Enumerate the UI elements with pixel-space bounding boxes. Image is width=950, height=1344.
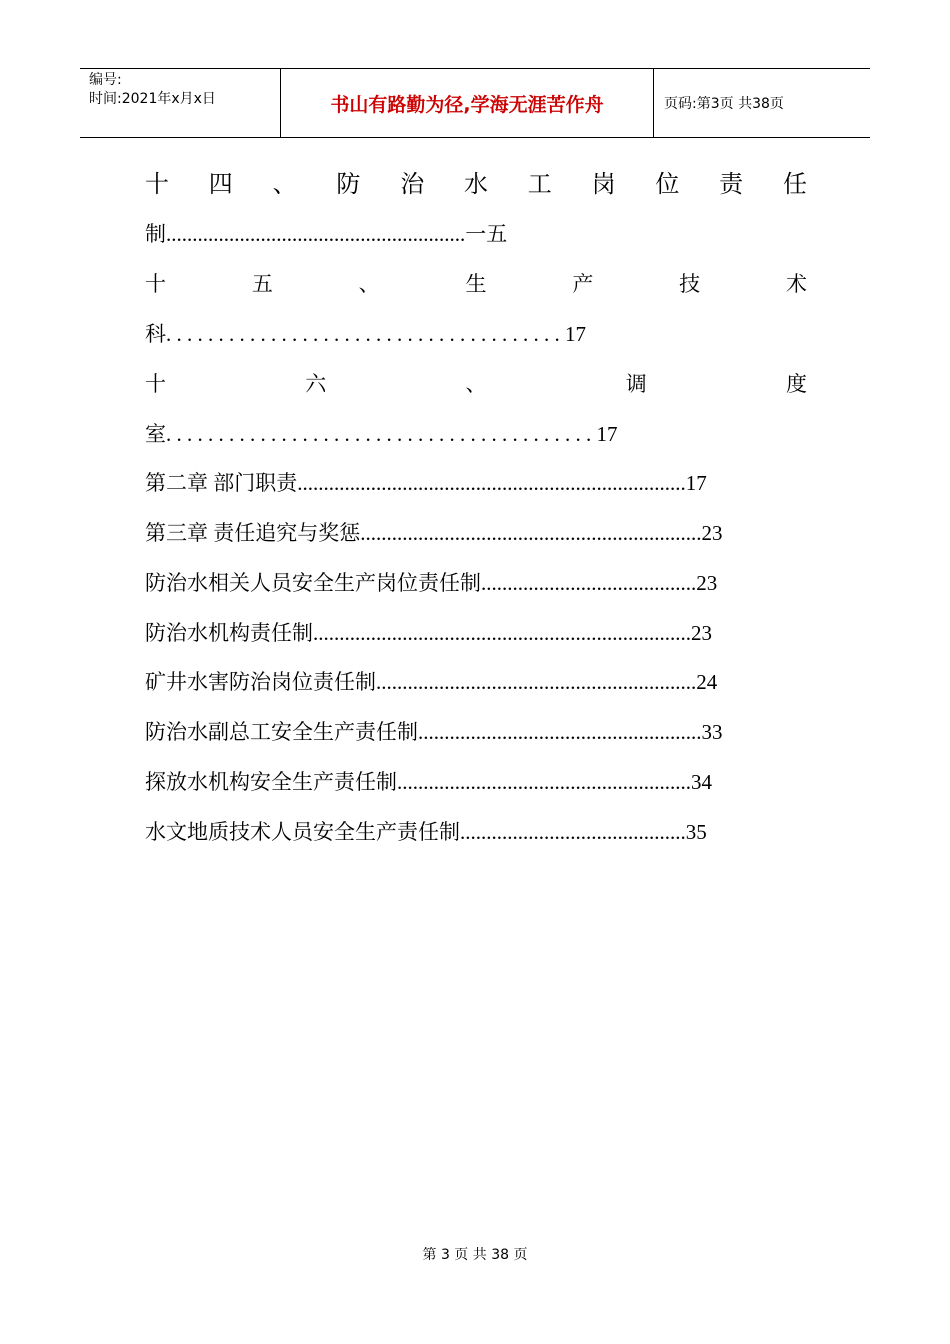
date-label: 时间:2021年x月x日 <box>89 91 216 107</box>
number-label: 编号: <box>89 72 122 88</box>
toc-char: 生 <box>465 272 487 296</box>
toc-char: 六 <box>305 372 327 396</box>
header-meta <box>80 69 281 137</box>
toc-entry[interactable]: 防治水机构责任制........................................................................23 <box>145 621 712 645</box>
toc-entry[interactable]: 水文地质技术人员安全生产责任制...........................................35 <box>145 820 707 844</box>
toc-char: 技 <box>679 272 701 296</box>
toc-char: 治 <box>400 170 425 198</box>
toc-entry[interactable]: 防治水相关人员安全生产岗位责任制.........................................23 <box>145 571 718 595</box>
toc-char: 产 <box>572 272 594 296</box>
toc-char: 工 <box>527 170 552 198</box>
toc-char: 岗 <box>591 170 616 198</box>
toc-char: 五 <box>251 272 273 296</box>
toc-entry-16-line1[interactable] <box>145 367 807 401</box>
toc-char: 十 <box>145 170 169 198</box>
toc-entry-15-line2[interactable]: 科. . . . . . . . . . . . . . . . . . . . . . . . . . . . . . . . . . . . . . 17 <box>145 322 586 346</box>
toc-char: 度 <box>786 372 807 396</box>
toc-char: 责 <box>719 170 744 198</box>
toc-char: 、 <box>465 372 487 396</box>
toc-char: 、 <box>272 170 297 198</box>
toc-char: 水 <box>463 170 488 198</box>
toc-char: 十 <box>145 372 166 396</box>
toc-entry-15-line1[interactable] <box>145 267 807 301</box>
toc-entry[interactable]: 矿井水害防治岗位责任制.............................................................24 <box>145 670 718 694</box>
toc-char: 十 <box>145 272 166 296</box>
header-motto: 书山有路勤为径,学海无涯苦作舟 <box>281 69 654 137</box>
header-page-info: 页码:第3页 共38页 <box>664 96 784 112</box>
toc-entry[interactable]: 防治水副总工安全生产责任制......................................................33 <box>145 720 723 744</box>
toc-entry[interactable]: 第三章 责任追究与奖惩.................................................................23 <box>145 521 723 545</box>
toc-entry[interactable]: 第二章 部门职责..........................................................................17 <box>145 471 707 495</box>
toc-char: 位 <box>655 170 680 198</box>
page-header <box>80 68 870 138</box>
toc-char: 防 <box>336 170 361 198</box>
toc-entry-14-line2[interactable]: 制.........................................................一五 <box>145 222 508 246</box>
page-footer: 第 3 页 共 38 页 <box>422 1247 528 1263</box>
toc-entry-14-line1[interactable] <box>145 167 807 201</box>
toc-entry[interactable]: 探放水机构安全生产责任制........................................................34 <box>145 770 712 794</box>
toc-char: 四 <box>208 170 233 198</box>
toc-char: 、 <box>358 272 380 296</box>
toc-char: 术 <box>785 272 807 296</box>
toc-entry-16-line2[interactable]: 室. . . . . . . . . . . . . . . . . . . . . . . . . . . . . . . . . . . . . . . . . 17 <box>145 422 618 446</box>
toc-char: 调 <box>625 372 647 396</box>
toc-char: 任 <box>782 170 807 198</box>
